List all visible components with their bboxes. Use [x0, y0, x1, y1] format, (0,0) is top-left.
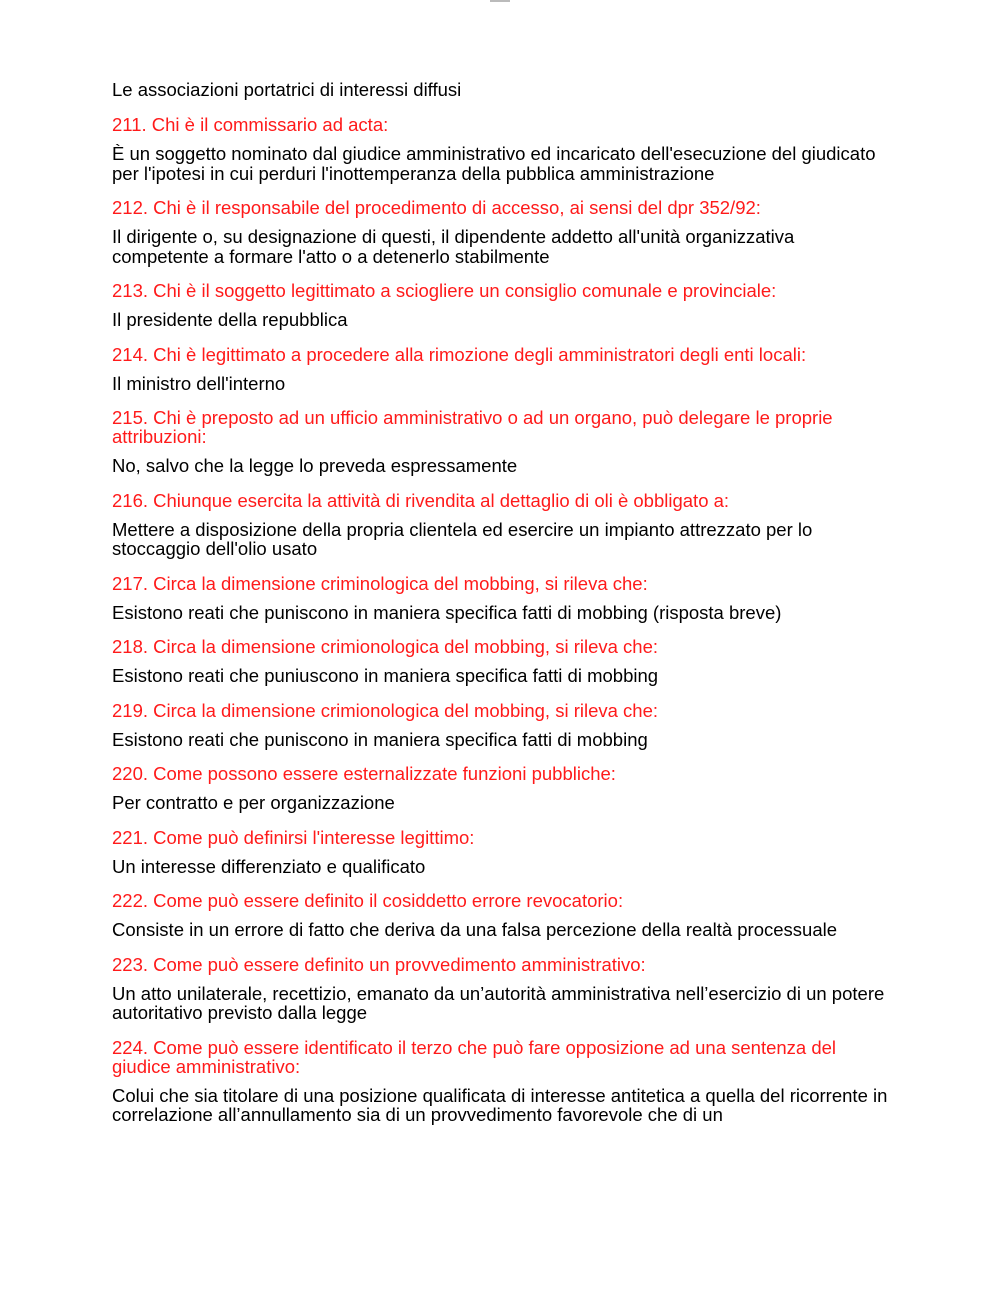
qa-item-211	[112, 115, 892, 183]
qa-item-217	[112, 574, 892, 623]
qa-item-221	[112, 828, 892, 877]
answer-218: Esistono reati che puniuscono in maniera specifica fatti di mobbing	[112, 665, 659, 686]
answer-213: Il presidente della repubblica	[112, 309, 348, 330]
question-216: 216. Chiunque esercita la attività di rivendita al dettaglio di oli è obbligato a:	[112, 489, 730, 511]
answer-222: Consiste in un errore di fatto che deriva da una falsa percezione della realtà processuale	[112, 919, 838, 940]
answer-214: Il ministro dell'interno	[112, 372, 286, 394]
answer-221: Un interesse differenziato e qualificato	[112, 855, 426, 877]
question-221: 221. Come può definirsi l'interesse legittimo:	[112, 826, 475, 848]
qa-item-218	[112, 637, 892, 686]
answer-223: Un atto unilaterale, recettizio, emanato da un’autorità amministrativa nell’esercizio di un potere autoritativo previsto dalla legge	[112, 982, 885, 1023]
document-page	[112, 80, 892, 1140]
question-220: 220. Come possono essere esternalizzate funzioni pubbliche:	[112, 763, 616, 784]
question-211: 211. Chi è il commissario ad acta:	[112, 114, 389, 135]
answer-219: Esistono reati che puniscono in maniera specifica fatti di mobbing	[112, 728, 648, 750]
qa-item-216	[112, 491, 892, 559]
qa-item-224	[112, 1038, 892, 1125]
question-212: 212. Chi è il responsabile del procedimento di accesso, ai sensi del dpr 352/92:	[112, 197, 761, 218]
question-224: 224. Come può essere identificato il terzo che può fare opposizione ad una sentenza del giudice amministrativo:	[112, 1036, 837, 1077]
qa-item-214	[112, 345, 892, 394]
question-218: 218. Circa la dimensione crimionologica del mobbing, si rileva che:	[112, 636, 659, 657]
header-mark	[490, 0, 510, 2]
question-223: 223. Come può essere definito un provvedimento amministrativo:	[112, 953, 646, 975]
continued-answer: Le associazioni portatrici di interessi diffusi	[112, 79, 462, 100]
answer-212: Il dirigente o, su designazione di questi, il dipendente addetto all'unità organizzativa competente a formare l'atto o a detenerlo stabilmente	[112, 226, 795, 267]
question-217: 217. Circa la dimensione criminologica del mobbing, si rileva che:	[112, 572, 648, 594]
qa-item-222	[112, 891, 892, 940]
qa-item-215	[112, 408, 892, 476]
question-219: 219. Circa la dimensione crimionologica del mobbing, si rileva che:	[112, 699, 659, 721]
question-215: 215. Chi è preposto ad un ufficio amministrativo o ad un organo, può delegare le proprie attribuzioni:	[112, 407, 833, 447]
qa-item-213	[112, 281, 892, 330]
question-222: 222. Come può essere definito il cosiddetto errore revocatorio:	[112, 890, 624, 911]
qa-item-223	[112, 955, 892, 1023]
qa-item-219	[112, 701, 892, 750]
answer-224: Colui che sia titolare di una posizione qualificata di interesse antitetica a quella del ricorrente in correlazione all’annullamento sia di un provvedimento favorevole che di un	[112, 1084, 888, 1125]
answer-217: Esistono reati che puniscono in maniera specifica fatti di mobbing (risposta breve)	[112, 601, 782, 623]
question-214: 214. Chi è legittimato a procedere alla rimozione degli amministratori degli enti locali:	[112, 343, 807, 365]
answer-220: Per contratto e per organizzazione	[112, 792, 395, 813]
qa-item-212	[112, 198, 892, 266]
answer-216: Mettere a disposizione della propria clientela ed esercire un impianto attrezzato per lo stoccaggio dell'olio usato	[112, 518, 813, 559]
answer-211: È un soggetto nominato dal giudice amministrativo ed incaricato dell'esecuzione del giudicato per l'ipotesi in cui perduri l'inottemperanza della pubblica amministrazione	[112, 143, 876, 184]
qa-item-220	[112, 764, 892, 813]
question-213: 213. Chi è il soggetto legittimato a sciogliere un consiglio comunale e provinciale:	[112, 280, 777, 301]
answer-215: No, salvo che la legge lo preveda espressamente	[112, 455, 518, 476]
